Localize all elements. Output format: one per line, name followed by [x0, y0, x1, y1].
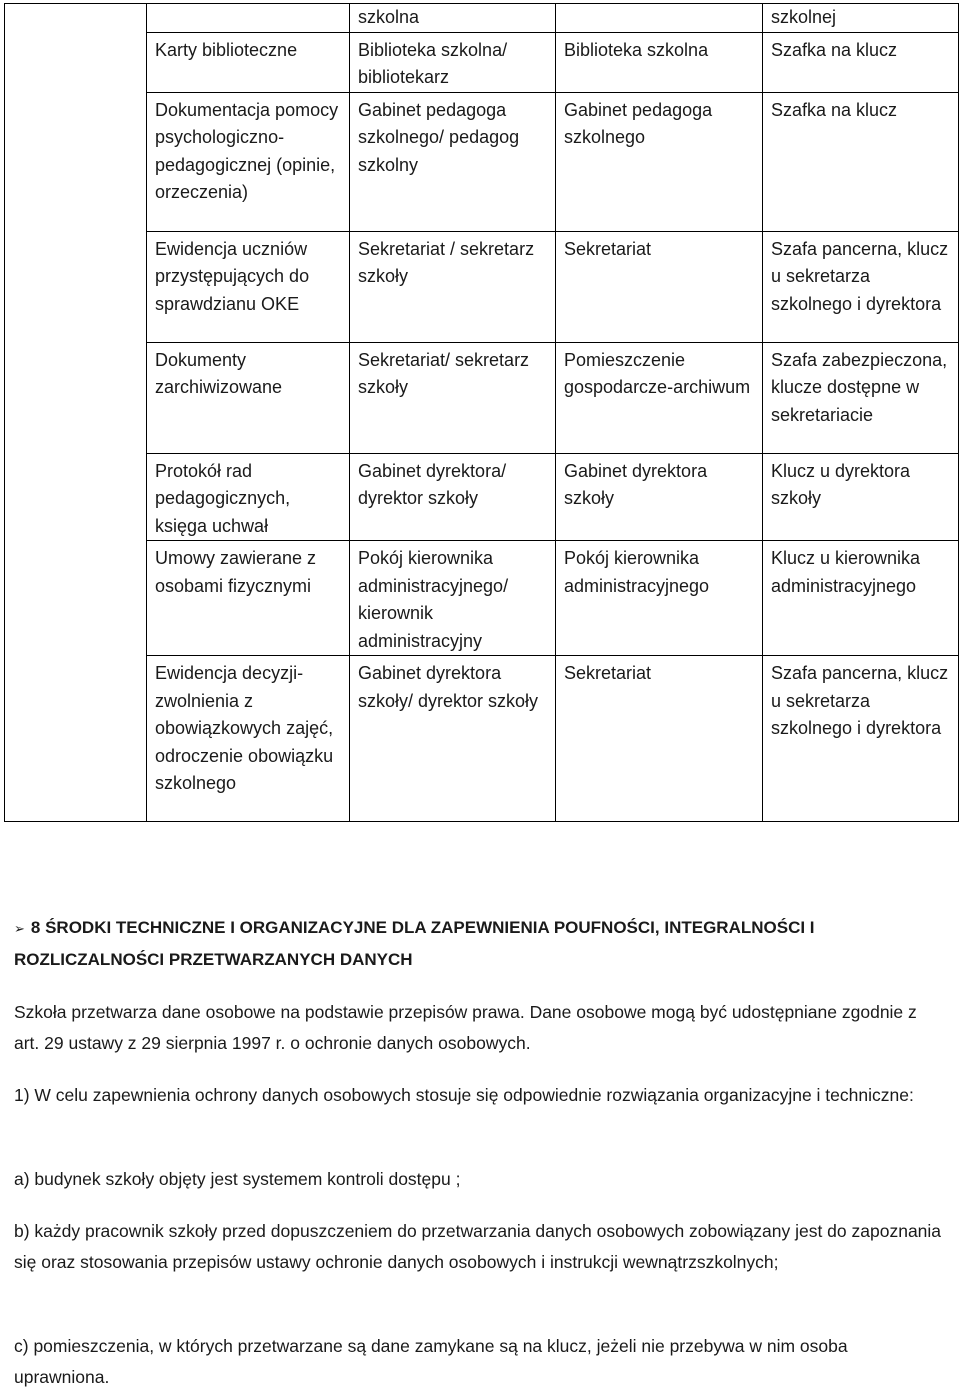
- table-cell: Szafa pancerna, klucz u sekretarza szkolnego i dyrektora: [763, 656, 959, 822]
- table-cell: Pokój kierownika administracyjnego: [556, 541, 763, 656]
- table-cell: [556, 4, 763, 33]
- section-heading: [14, 912, 934, 975]
- table-cell: Szafa pancerna, klucz u sekretarza szkolnego i dyrektora: [763, 231, 959, 342]
- table-row: [5, 656, 959, 822]
- table-cell: Szafka na klucz: [763, 32, 959, 92]
- table-cell: Sekretariat: [556, 656, 763, 822]
- data-location-table: [4, 3, 959, 822]
- list-item: b) każdy pracownik szkoły przed dopuszczeniem do przetwarzania danych osobowych zobowiązany jest do zapoznania się oraz stosowania przepisów ustawy ochronie danych osobowych i instrukcji wewnątrzszkolnych;: [14, 1221, 942, 1272]
- table-row: [5, 541, 959, 656]
- table-cell: Sekretariat: [556, 231, 763, 342]
- list-item: a) budynek szkoły objęty jest systemem kontroli dostępu ;: [14, 1169, 461, 1189]
- table-cell: Biblioteka szkolna/ bibliotekarz: [350, 32, 556, 92]
- table-cell: Gabinet dyrektora szkoły: [556, 453, 763, 541]
- table-row: [5, 32, 959, 92]
- table-cell: Dokumenty zarchiwizowane: [147, 342, 350, 453]
- arrow-bullet-icon: ➢: [14, 921, 25, 936]
- table-cell: Protokół rad pedagogicznych, księga uchwał: [147, 453, 350, 541]
- list-item: c) pomieszczenia, w których przetwarzane są dane zamykane są na klucz, jeżeli nie przebywa w nim osoba uprawniona.: [14, 1336, 848, 1387]
- table-cell: Gabinet dyrektora/ dyrektor szkoły: [350, 453, 556, 541]
- table-row: [5, 342, 959, 453]
- table-cell: Gabinet pedagoga szkolnego/ pedagog szkolny: [350, 92, 556, 231]
- table-cell: Klucz u kierownika administracyjnego: [763, 541, 959, 656]
- table-cell: szkolna: [350, 4, 556, 33]
- table-cell: Umowy zawierane z osobami fizycznymi: [147, 541, 350, 656]
- table-cell: Gabinet pedagoga szkolnego: [556, 92, 763, 231]
- table-row: [5, 231, 959, 342]
- table-cell: Sekretariat / sekretarz szkoły: [350, 231, 556, 342]
- section-heading-text: 8 ŚRODKI TECHNICZNE I ORGANIZACYJNE DLA ZAPEWNIENIA POUFNOŚCI, INTEGRALNOŚCI I ROZLICZALNOŚCI PRZETWARZANYCH DANYCH: [14, 918, 815, 969]
- table-cell: Dokumentacja pomocy psychologiczno-pedagogicznej (opinie, orzeczenia): [147, 92, 350, 231]
- table-cell: Ewidencja uczniów przystępujących do sprawdzianu OKE: [147, 231, 350, 342]
- table-cell: Szafka na klucz: [763, 92, 959, 231]
- table-cell: Gabinet dyrektora szkoły/ dyrektor szkoły: [350, 656, 556, 822]
- table-cell: Biblioteka szkolna: [556, 32, 763, 92]
- table-row: [5, 4, 959, 33]
- table-cell: Szafa zabezpieczona, klucze dostępne w sekretariacie: [763, 342, 959, 453]
- intro-paragraph: Szkoła przetwarza dane osobowe na podstawie przepisów prawa. Dane osobowe mogą być udostępniane zgodnie z art. 29 ustawy z 29 sierpnia 1997 r. o ochronie danych osobowych.: [14, 1002, 917, 1053]
- table-left-margin-cell: [5, 4, 147, 822]
- table-cell: Sekretariat/ sekretarz szkoły: [350, 342, 556, 453]
- table-cell: Pomieszczenie gospodarcze-archiwum: [556, 342, 763, 453]
- list-item: 1) W celu zapewnienia ochrony danych osobowych stosuje się odpowiednie rozwiązania organizacyjne i techniczne:: [14, 1085, 914, 1105]
- table-cell: szkolnej: [763, 4, 959, 33]
- table-cell: Pokój kierownika administracyjnego/ kierownik administracyjny: [350, 541, 556, 656]
- table-row: [5, 92, 959, 231]
- table-cell: Karty biblioteczne: [147, 32, 350, 92]
- table-row: [5, 453, 959, 541]
- table-cell: Ewidencja decyzji-zwolnienia z obowiązkowych zajęć, odroczenie obowiązku szkolnego: [147, 656, 350, 822]
- table-cell: Klucz u dyrektora szkoły: [763, 453, 959, 541]
- table-cell: [147, 4, 350, 33]
